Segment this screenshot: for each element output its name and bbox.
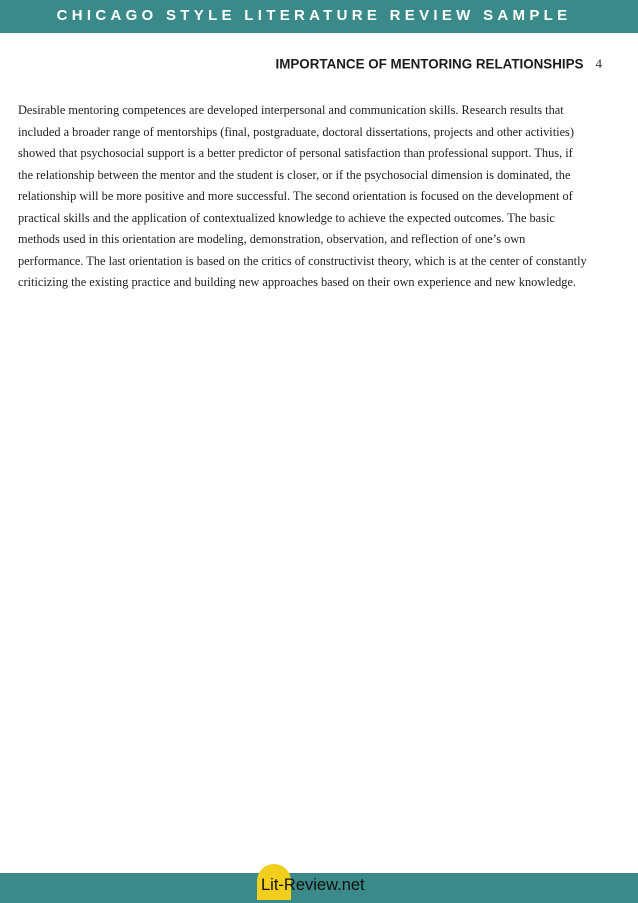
page-number: 4 — [595, 56, 602, 72]
banner-title: CHICAGO STYLE LITERATURE REVIEW SAMPLE — [56, 7, 572, 24]
top-banner — [0, 0, 638, 33]
body-line: methods used in this orientation are modeling, demonstration, observation, and reflection of one’s own — [18, 232, 526, 246]
body-line: Desirable mentoring competences are developed interpersonal and communication skills. Research results that — [18, 103, 564, 117]
body-line: performance. The last orientation is based on the critics of constructivist theory, which is at the center of constantly — [18, 253, 587, 268]
body-line: included a broader range of mentorships (final, postgraduate, doctoral dissertations, projects and other activities) — [18, 124, 574, 139]
body-paragraph — [18, 100, 628, 294]
body-line: practical skills and the application of contextualized knowledge to achieve the expected outcomes. The basic — [18, 210, 555, 225]
body-line: the relationship between the mentor and the student is closer, or if the psychosocial dimension is dominated, the — [18, 167, 571, 182]
logo-text: Lit-Review.net — [261, 876, 365, 894]
body-line: showed that psychosocial support is a better predictor of personal satisfaction than professional support. Thus, if — [18, 146, 573, 160]
body-line: criticizing the existing practice and building new approaches based on their own experience and new knowledge. — [18, 275, 577, 289]
site-logo[interactable] — [257, 864, 387, 900]
body-line: relationship will be more positive and more successful. The second orientation is focused on the development of — [18, 189, 573, 203]
running-head — [276, 54, 603, 74]
running-title: IMPORTANCE OF MENTORING RELATIONSHIPS — [275, 56, 584, 72]
